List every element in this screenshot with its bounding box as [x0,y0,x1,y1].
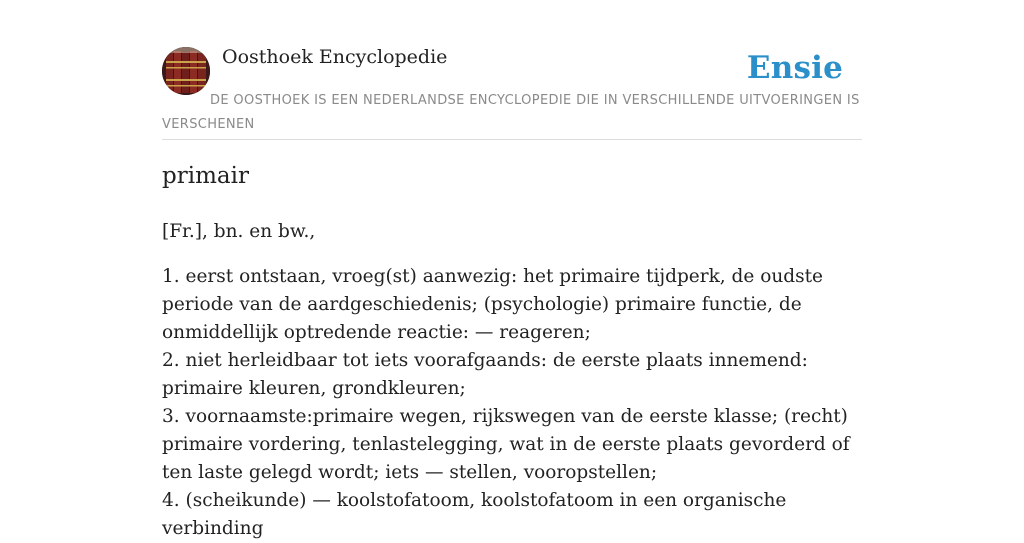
entry-title: primair [162,163,249,189]
ensie-logo-link[interactable]: Ensie [746,50,843,86]
definition-item: 4. (scheikunde) — koolstofatoom, koolstofatoom in een organische verbinding [162,490,787,539]
site-header [162,0,862,140]
entry-grammar: [Fr.], bn. en bw., [162,221,316,242]
definition-item: 3. voornaamste:primaire wegen, rijkswegen van de eerste klasse; (recht) primaire vordering, tenlastelegging, wat in de eerste plaats gevorderd of ten laste gelegd wordt; iets — stellen, vooropstellen; [162,406,850,483]
site-title[interactable]: Oosthoek Encyclopedie [222,46,448,68]
site-tagline: DE OOSTHOEK IS EEN NEDERLANDSE ENCYCLOPEDIE DIE IN VERSCHILLENDE UITVOERINGEN IS VERSCHENEN [162,93,860,132]
page [162,0,862,539]
definition-list [162,263,862,543]
definition-item: 2. niet herleidbaar tot iets voorafgaands: de eerste plaats innemend: primaire kleuren, grondkleuren; [162,350,808,399]
encyclopedia-books-icon[interactable] [162,47,210,95]
definition-item: 1. eerst ontstaan, vroeg(st) aanwezig: het primaire tijdperk, de oudste periode van de aardgeschiedenis; (psychologie) primaire functie, de onmiddellijk optredende reactie: — reageren; [162,266,823,343]
